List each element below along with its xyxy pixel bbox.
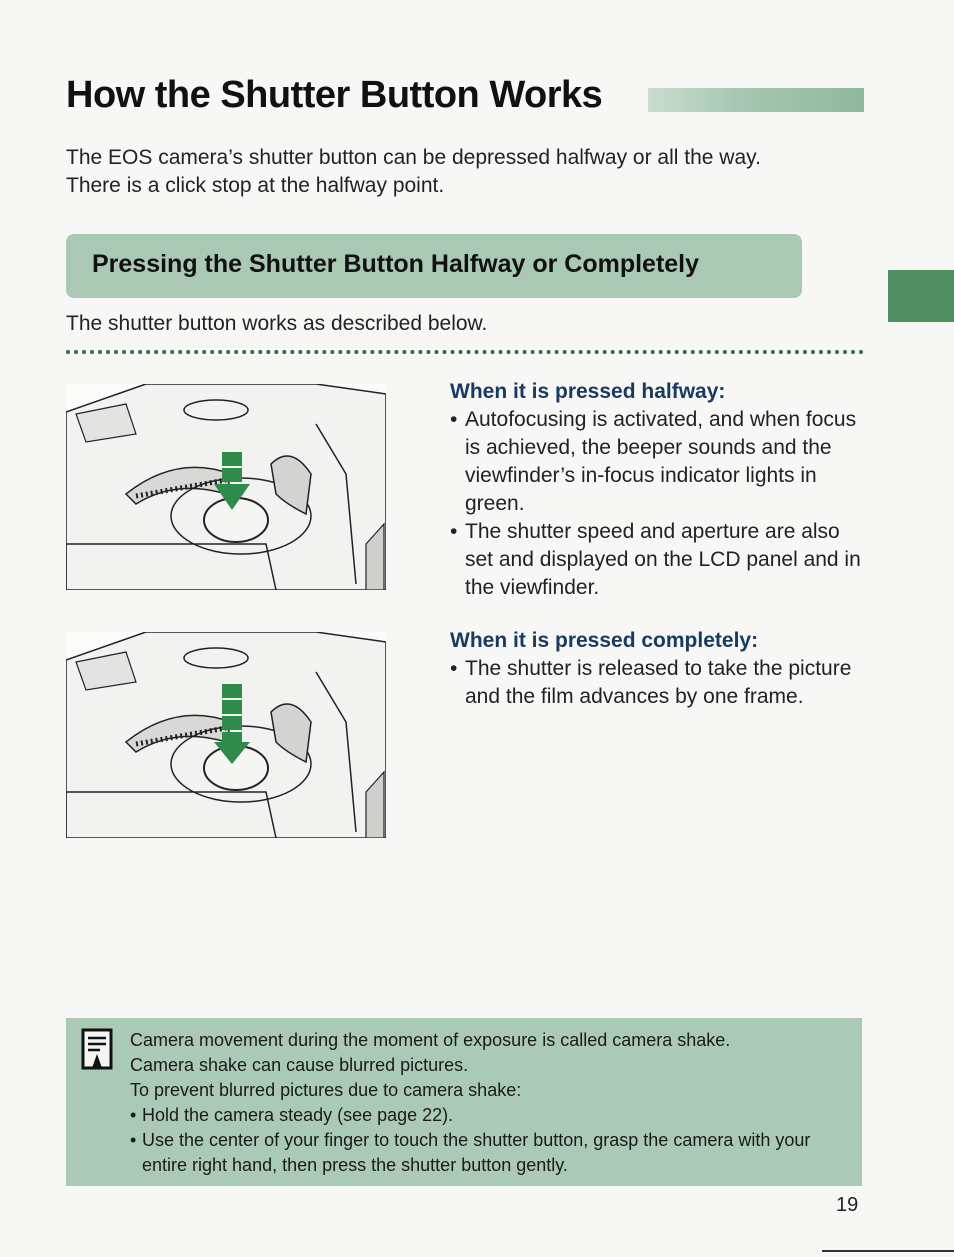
camera-top-halfway-icon: [66, 384, 386, 590]
camera-top-completely-icon: [66, 632, 386, 838]
note-line-2: Camera shake can cause blurred pictures.: [130, 1055, 469, 1075]
chapter-tab-marker: [888, 270, 954, 322]
page-number: 19: [836, 1194, 859, 1216]
completely-bullet-1: • The shutter is released to take the picture and the film advances by one frame.: [450, 655, 870, 711]
section-heading: Pressing the Shutter Button Halfway or Completely: [92, 250, 700, 278]
completely-heading: When it is pressed completely:: [450, 629, 759, 652]
title-decoration-bar: [648, 88, 864, 112]
bottom-rule: [822, 1250, 954, 1252]
note-line-1: Camera movement during the moment of exposure is called camera shake.: [130, 1030, 731, 1050]
note-bullet-1: • Hold the camera steady (see page 22).: [130, 1103, 850, 1128]
halfway-bullet-2: • The shutter speed and aperture are also set and displayed on the LCD panel and in the viewfinder.: [450, 518, 870, 602]
memo-icon: [80, 1028, 116, 1072]
shutter-completely-illustration: [66, 632, 386, 838]
page-title: How the Shutter Button Works: [66, 74, 603, 116]
intro-paragraph: [66, 144, 886, 200]
intro-line-2: There is a click stop at the halfway point.: [66, 174, 445, 197]
note-line-3: To prevent blurred pictures due to camera shake:: [130, 1080, 522, 1100]
halfway-description: [450, 380, 870, 602]
note-text: [130, 1028, 850, 1178]
completely-description: [450, 629, 870, 711]
section-description: The shutter button works as described below.: [66, 312, 488, 335]
note-bullet-2: • Use the center of your finger to touch the shutter button, grasp the camera with your entire right hand, then press the shutter button gently.: [130, 1128, 850, 1178]
shutter-halfway-illustration: [66, 384, 386, 590]
dotted-divider: [66, 350, 864, 354]
halfway-bullet-1: • Autofocusing is activated, and when focus is achieved, the beeper sounds and the viewfinder’s in-focus indicator lights in green.: [450, 406, 870, 518]
halfway-heading: When it is pressed halfway:: [450, 380, 726, 403]
intro-line-1: The EOS camera’s shutter button can be depressed halfway or all the way.: [66, 146, 761, 169]
